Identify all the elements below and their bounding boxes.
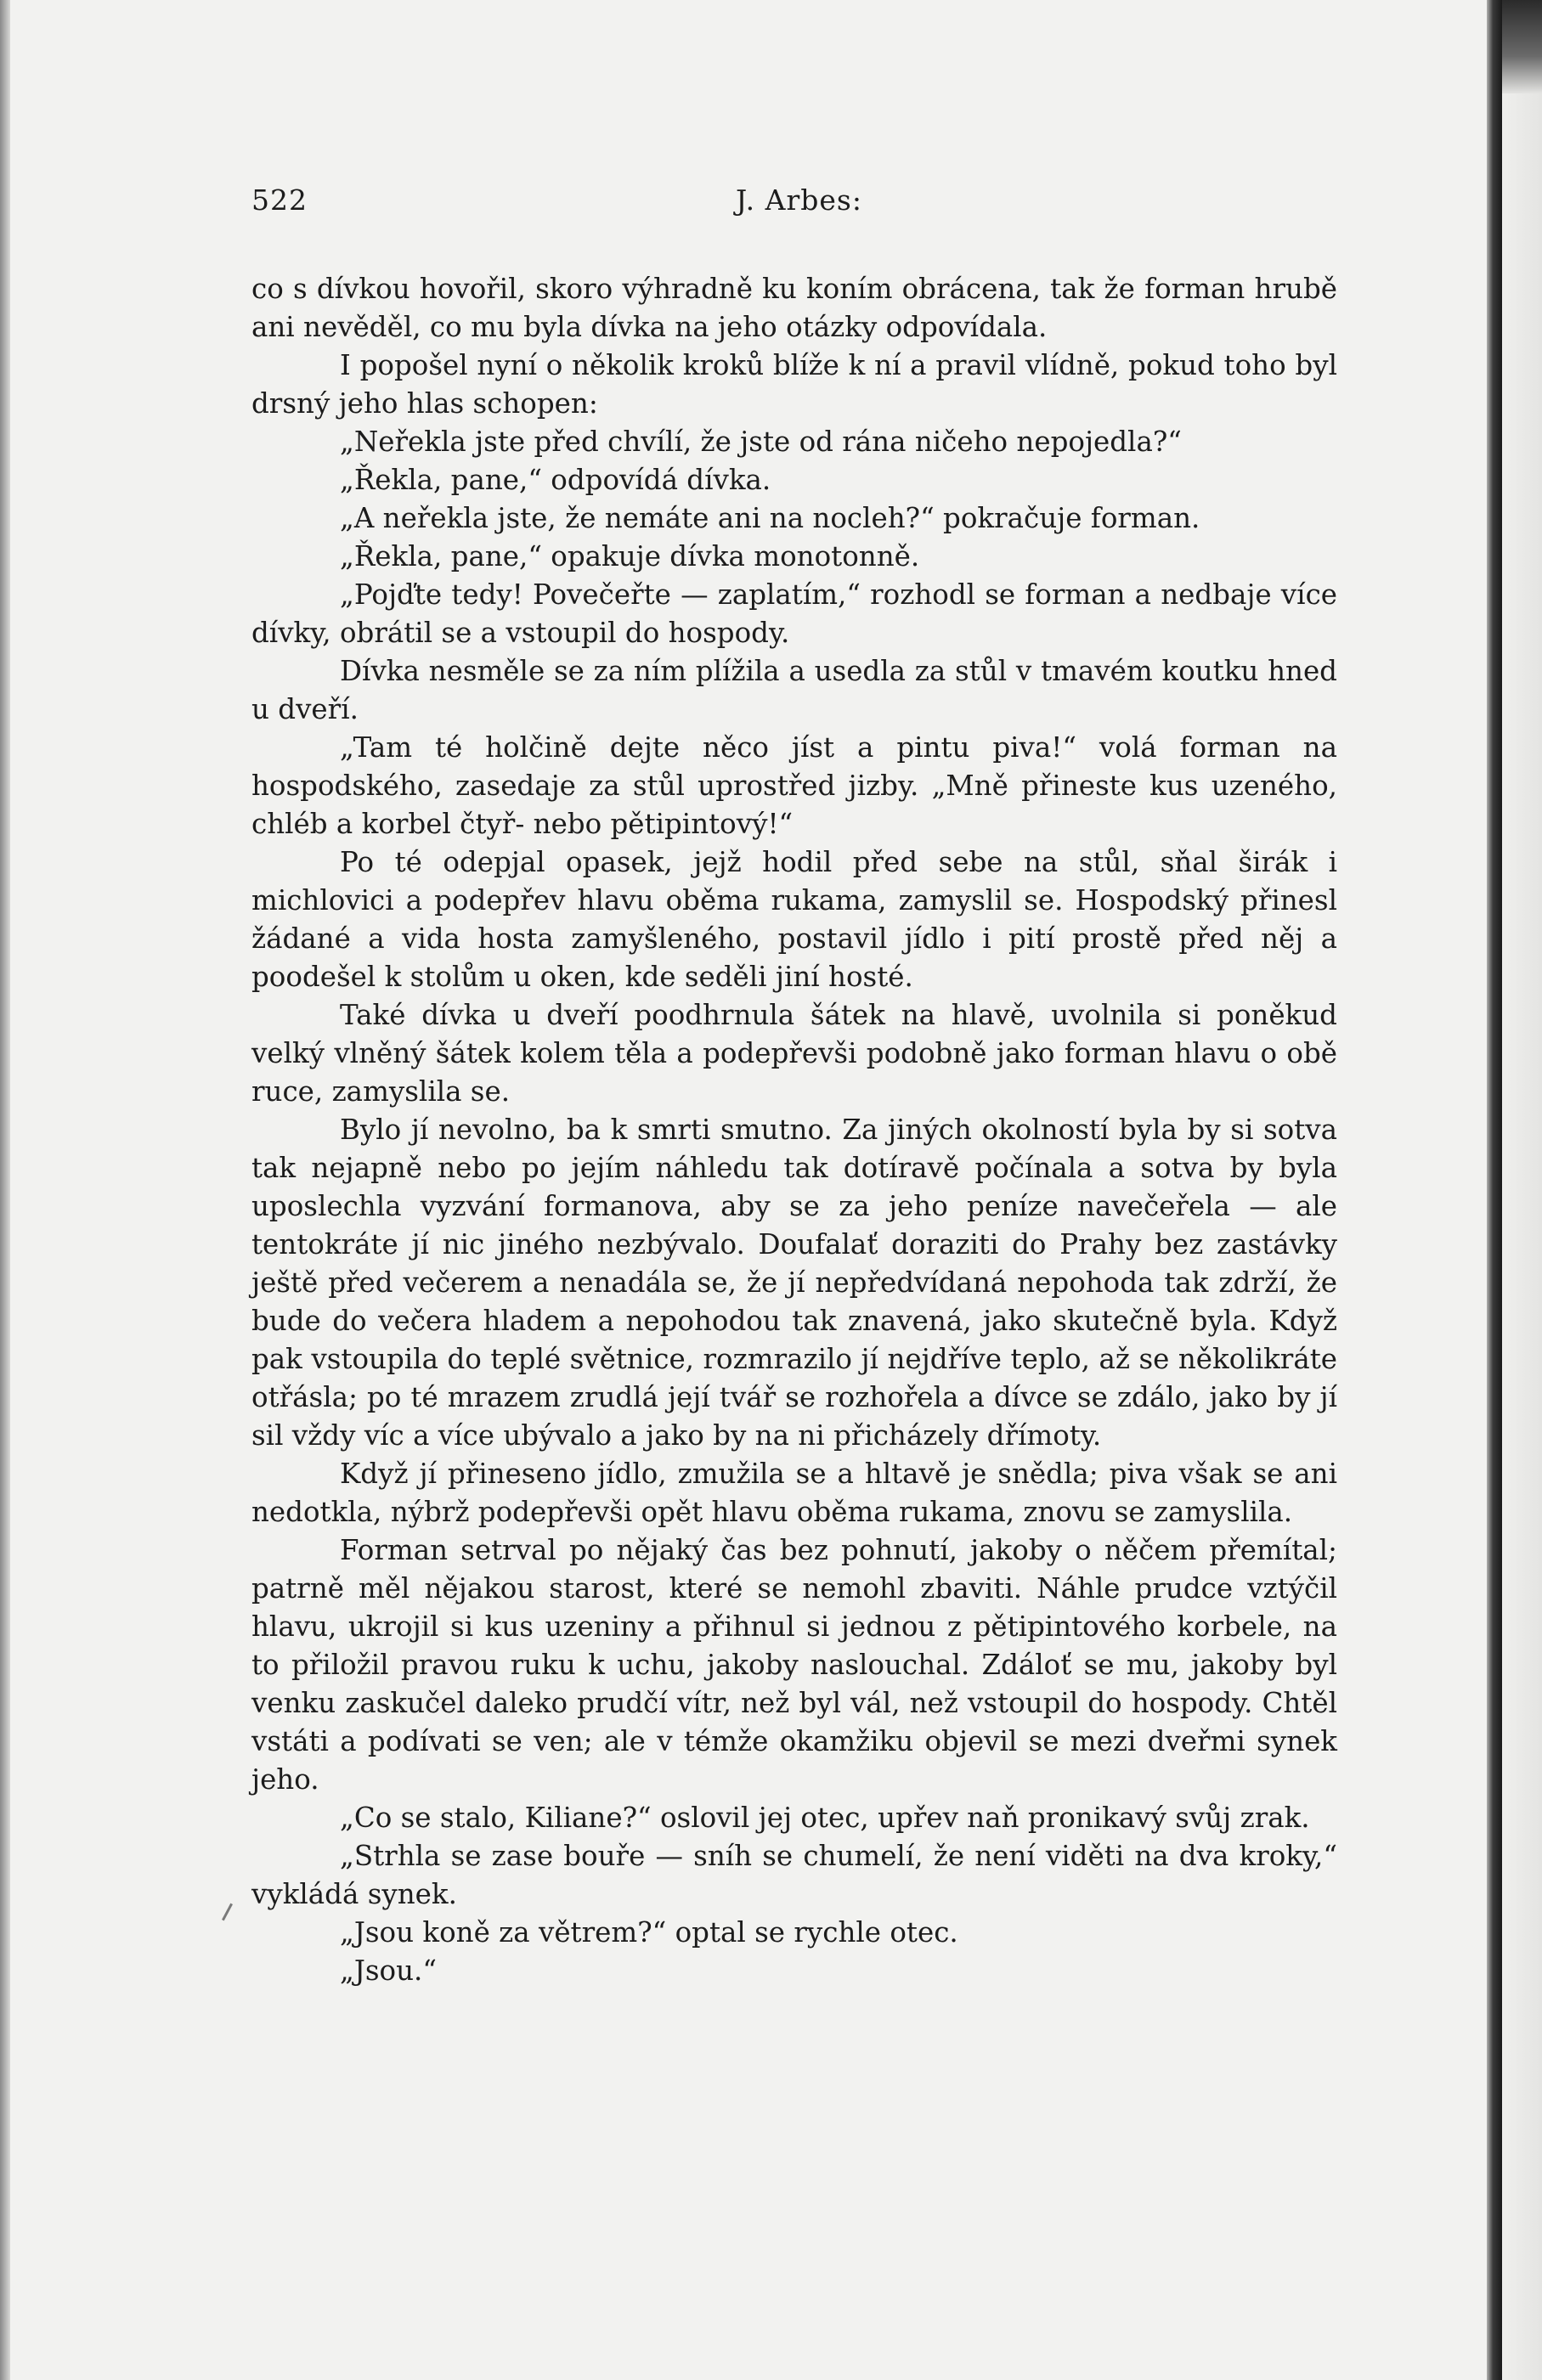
paragraph: „Jsou koně za větrem?“ optal se rychle otec. xyxy=(340,1916,958,1949)
paragraph: „Strhla se zase bouře — sníh se chumelí, že není viděti na dva kroky,“ vykládá synek. xyxy=(251,1840,1337,1910)
paragraph: „A neřekla jste, že nemáte ani na nocleh?“ pokračuje forman. xyxy=(340,502,1200,534)
paragraph: I popošel nyní o několik kroků blíže k ní a pravil vlídně, pokud toho byl drsný jeho hlas schopen: xyxy=(251,349,1337,420)
adjacent-page-edge xyxy=(1502,0,1542,2380)
paragraph: Když jí přineseno jídlo, zmužila se a hltavě je snědla; piva však se ani nedotkla, nýbrž podepřevši opět hlavu oběma rukama, znovu se zamyslila. xyxy=(251,1458,1337,1528)
paragraph: Dívka nesměle se za ním plížila a usedla za stůl v tmavém koutku hned u dveří. xyxy=(251,655,1337,725)
paragraph: „Co se stalo, Kiliane?“ oslovil jej otec, upřev naň pronikavý svůj zrak. xyxy=(340,1802,1310,1834)
stray-pen-mark xyxy=(222,1903,233,1921)
body-text xyxy=(251,270,1337,1990)
paragraph: Také dívka u dveří poodhrnula šátek na hlavě, uvolnila si poněkud velký vlněný šátek kolem těla a podepřevši podobně jako forman hlavu o obě ruce, zamyslila se. xyxy=(251,999,1337,1108)
paragraph: Po té odepjal opasek, jejž hodil před sebe na stůl, sňal širák i michlovici a podepřev hlavu oběma rukama, zamyslil se. Hospodský přinesl žádané a vida hosta zamyšleného, postavil jídlo i pití prostě před něj a poodešel k stolům u oken, kde seděli jiní hosté. xyxy=(251,846,1337,993)
page-header xyxy=(251,183,1337,228)
page-number: 522 xyxy=(251,183,308,217)
page-left-edge xyxy=(0,0,10,2380)
paragraph: Forman setrval po nějaký čas bez pohnutí, jakoby o něčem přemítal; patrně měl nějakou starost, které se nemohl zbaviti. Náhle prudce vztýčil hlavu, ukrojil si kus uzeniny a přihnul si jednou z pětipintového korbele, na to přiložil pravou ruku k uchu, jakoby naslouchal. Zdáloť se mu, jakoby byl venku zaskučel daleko prudčí vítr, než byl vál, než vstoupil do hospody. Chtěl vstáti a podívati se ven; ale v témže okamžiku objevil se mezi dveřmi synek jeho. xyxy=(251,1534,1337,1796)
paragraph: „Jsou.“ xyxy=(340,1954,437,1987)
paragraph: Bylo jí nevolno, ba k smrti smutno. Za jiných okolností byla by si sotva tak nejapně nebo po jejím náhledu tak dotíravě počínala a sotva by byla uposlechla vyzvání formanova, aby se za jeho peníze navečeřela — ale tentokráte jí nic jiného nezbývalo. Doufalať doraziti do Prahy bez zastávky ještě před večerem a nenadála se, že jí nepředvídaná nepohoda tak zdrží, že bude do večera hladem a nepohodou tak znavená, jako skutečně byla. Když pak vstoupila do teplé světnice, rozmrazilo jí nejdříve teplo, až se několikráte otřásla; po té mrazem zrudlá její tvář se rozhořela a dívce se zdálo, jako by jí sil vždy víc a více ubývalo a jako by na ni přicházely dřímoty. xyxy=(251,1114,1337,1452)
running-head: J. Arbes: xyxy=(736,183,862,217)
paragraph: „Pojďte tedy! Povečeřte — zaplatím,“ rozhodl se forman a nedbaje více dívky, obrátil se a vstoupil do hospody. xyxy=(251,578,1337,649)
paragraph: „Řekla, pane,“ odpovídá dívka. xyxy=(340,464,771,496)
paragraph: „Tam té holčině dejte něco jíst a pintu piva!“ volá forman na hospodského, zasedaje za stůl uprostřed jizby. „Mně přineste kus uzeného, chléb a korbel čtyř- nebo pětipintový!“ xyxy=(251,731,1337,840)
adjacent-page-shadow xyxy=(1502,0,1542,93)
paragraph: „Řekla, pane,“ opakuje dívka monotonně. xyxy=(340,540,920,572)
paragraph: „Neřekla jste před chvílí, že jste od rána ničeho nepojedla?“ xyxy=(340,426,1182,458)
paragraph: co s dívkou hovořil, skoro výhradně ku koním obrácena, tak že forman hrubě ani nevěděl, co mu byla dívka na jeho otázky odpovídala. xyxy=(251,273,1337,343)
book-gutter xyxy=(1487,0,1502,2380)
